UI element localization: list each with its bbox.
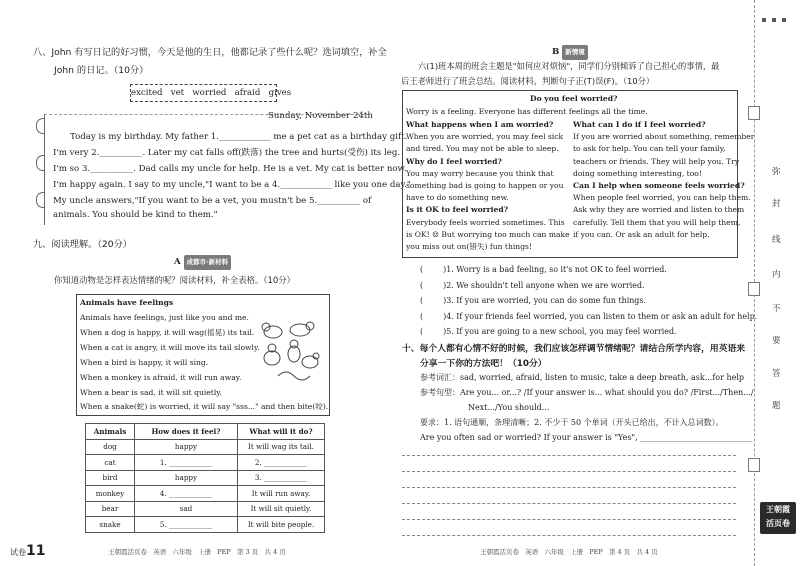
seal-char: 答 [772, 369, 781, 379]
animals-illustration [258, 318, 324, 386]
passage-right-col [573, 119, 754, 241]
table-cell: It will sit quietly. [238, 501, 325, 517]
passage-line: You may worry because you think that [406, 168, 554, 178]
passage-opening: Worry is a feeling. Everyone has different feelings all the time. [406, 107, 648, 116]
table-cell: snake [86, 517, 135, 533]
passage-line: Why do I feel worried? [406, 156, 502, 166]
table-row [86, 439, 325, 455]
table-row [86, 501, 325, 517]
judgement-item[interactable]: ( )1. Worry is a bad feeling, so it's not OK to feel worried. [420, 265, 667, 274]
table-cell: 1. ____________ [135, 455, 238, 471]
table-cell: happy [135, 439, 238, 455]
table-cell: It will wag its tail. [238, 439, 325, 455]
seal-char: 要 [772, 336, 781, 346]
reading-line: When a monkey is afraid, it will run away. [80, 373, 242, 382]
answer-line[interactable] [402, 503, 736, 504]
answer-line[interactable] [402, 535, 736, 536]
q10-requirement: 要求：1. 语句通顺，条理清晰；2. 不少于 50 个单词（开头已给出，不计入总词数）。 [420, 418, 724, 427]
judgement-item[interactable]: ( )3. If you are worried, you can do some fun things. [420, 296, 646, 305]
judgement-item[interactable]: ( )4. If your friends feel worried, you can listen to them or ask an adult for help. [420, 311, 758, 321]
table-cell: 2. ____________ [238, 455, 325, 471]
q10-sentence2: Next.../You should... [468, 403, 550, 412]
passage-line: to ask for help. You can tell your family, [573, 144, 726, 154]
brand-logo-top: 王朝霞 [766, 505, 790, 514]
diary-line: My uncle answers,"If you want to be a vet, you mustn't be 5.__________ of [53, 196, 372, 206]
table-header: How does it feel? [135, 424, 238, 440]
word-bank: excited vet worried afraid gives [130, 84, 277, 102]
answer-line[interactable] [402, 519, 736, 520]
passage-line: teachers or friends. They will help you. Try [573, 156, 740, 166]
footer-label: 试卷 [10, 548, 26, 557]
q10-title-line2: 分享一下你的方法吧！（10分） [420, 359, 547, 369]
passage-line: you miss out on(错失) fun things! [406, 242, 532, 252]
reading-line: When a cat is angry, it will move its tail slowly. [80, 343, 260, 352]
passage-line: and tired. You may not be able to sleep. [406, 144, 559, 154]
answer-line[interactable] [402, 455, 736, 456]
section-b-tag: 新情境 [562, 45, 588, 60]
table-row [86, 517, 325, 533]
q9-instruction: 你知道动物是怎样表达情绪的呢？阅读材料，补全表格。（10分） [54, 275, 295, 285]
passage-line: doing something interesting, too! [573, 168, 702, 178]
brand-logo [760, 502, 796, 534]
table-cell: bear [86, 501, 135, 517]
reading-line: Animals have feelings, just like you and me. [80, 313, 249, 322]
table-cell: sad [135, 501, 238, 517]
passage-line: Is it OK to feel worried? [406, 205, 509, 215]
table-row [86, 470, 325, 486]
passage-line: Everybody feels worried sometimes. This [406, 217, 565, 227]
page-number-badge [10, 540, 45, 559]
passage-line: If you are worried about something, remember [573, 132, 755, 142]
judgement-list [420, 262, 757, 340]
table-header: Animals [86, 424, 135, 440]
passage-line: something bad is going to happen or you [406, 181, 564, 191]
table-cell: monkey [86, 486, 135, 502]
passage-line: is OK! ☺ But worrying too much can make [406, 229, 570, 239]
passage-line: Can I help when someone feels worried? [573, 181, 745, 191]
q10-start: Are you often sad or worried? If your answer is "Yes", ____________________________ [420, 433, 753, 442]
passage-title: Do you feel worried? [530, 94, 618, 103]
seal-char: 不 [772, 304, 781, 314]
right-footer: 王朝霞活页卷 英语 六年级 上册 PEP 第 4 页 共 4 页 [480, 548, 658, 556]
passage-line: When people feel worried, you can help them. [573, 193, 751, 203]
punch-hole-marker [748, 282, 760, 296]
reading-title: Animals have feelings [80, 298, 174, 307]
table-row [86, 455, 325, 471]
passage-line: carefully. Tell them that you will help them, [573, 217, 741, 227]
seal-char: 线 [772, 235, 781, 245]
section-b-letter: B [552, 47, 560, 57]
table-cell: happy [135, 470, 238, 486]
reading-line: When a snake(蛇) is worried, it will say "sss..." and then bite(咬). [80, 402, 329, 411]
intro-line1: 六(1)班本周的班会主题是"如何应对烦恼"，同学们分别倾诉了自己担心的事情，最 [418, 61, 720, 71]
diary-line: I'm very 2.__________. Later my cat falls off(跌落) the tree and hurts(受伤) its leg. [53, 148, 401, 158]
left-footer: 王朝霞活页卷 英语 六年级 上册 PEP 第 3 页 共 4 页 [108, 548, 286, 556]
q10-vocab: 参考词汇：sad, worried, afraid, listen to music, take a deep breath, ask...for help [420, 373, 745, 382]
table-cell: 3. ____________ [238, 470, 325, 486]
intro-line2: 后王老师进行了班会总结。阅读材料，判断句子正(T)误(F)。（10分） [401, 76, 655, 86]
q8-title-line1: 八、John 有写日记的好习惯，今天是他的生日，他都记录了些什么呢？选词填空，补全 [33, 47, 387, 58]
reading-line: When a bird is happy, it will sing. [80, 358, 209, 367]
table-cell: 5. ____________ [135, 517, 238, 533]
table-header-row [86, 424, 325, 440]
q10-title-line1: 十、每个人都有心情不好的时候，我们应该怎样调节情绪呢？请结合所学内容，用英语来 [402, 344, 746, 354]
punch-hole-marker [748, 106, 760, 120]
q8-title-line2: John 的日记。（10分） [54, 65, 149, 76]
section-a-letter: A [174, 257, 181, 267]
judgement-item[interactable]: ( )5. If you are going to a new school, you may feel worried. [420, 327, 677, 336]
diary-line: I'm so 3.__________. Dad calls my uncle for help. He is a vet. My cat is better now. [53, 164, 407, 174]
passage-line: What happens when I am worried? [406, 120, 554, 129]
answer-line[interactable] [402, 487, 736, 488]
judgement-item[interactable]: ( )2. We shouldn't tell anyone when we are worried. [420, 280, 645, 290]
section-a-heading [174, 255, 231, 270]
top-dots [762, 7, 786, 26]
table-cell: cat [86, 455, 135, 471]
passage-left-col [406, 119, 570, 253]
table-cell: dog [86, 439, 135, 455]
diary-line: I'm happy again. I say to my uncle,"I want to be a 4.____________ like you one day." [53, 180, 411, 190]
brand-logo-bottom: 活页卷 [766, 519, 790, 528]
reading-line: When a bear is sad, it will sit quietly. [80, 388, 222, 397]
table-cell: bird [86, 470, 135, 486]
seal-char: 内 [772, 270, 781, 280]
table-row [86, 486, 325, 502]
answer-line[interactable] [402, 471, 736, 472]
passage-line: When you are worried, you may feel sick [406, 132, 564, 142]
q10-sentence1: 参考句型：Are you... or...? /If your answer is... what should you do? /First.../Then.../ [420, 388, 754, 397]
punch-hole-marker [748, 458, 760, 472]
section-b-heading [552, 45, 588, 60]
passage-line: have to do something new. [406, 193, 509, 203]
section-a-tag: 成都市·新材料 [184, 255, 231, 270]
table-cell: It will run away. [238, 486, 325, 502]
diary-line: animals. You should be kind to them." [53, 210, 218, 220]
passage-line: if you can. Or ask an adult for help. [573, 229, 710, 239]
diary-date: Sunday, November 24th [268, 111, 373, 121]
table-cell: 4. ____________ [135, 486, 238, 502]
seal-char: 封 [772, 199, 781, 209]
q9-title: 九、阅读理解。（20分） [33, 239, 132, 250]
animal-table [85, 423, 325, 533]
reading-line: When a dog is happy, it will wag(摇晃) its tail. [80, 328, 255, 337]
table-cell: It will bite people. [238, 517, 325, 533]
table-header: What will it do? [238, 424, 325, 440]
passage-line: What can I do if I feel worried? [573, 120, 706, 129]
footer-page-num: 11 [26, 543, 46, 559]
diary-line: Today is my birthday. My father 1.____________ me a pet cat as a birthday gift. [70, 132, 408, 142]
passage-line: Ask why they are worried and listen to them [573, 205, 745, 215]
seal-char: 弥 [772, 167, 781, 177]
seal-char: 题 [772, 401, 781, 411]
